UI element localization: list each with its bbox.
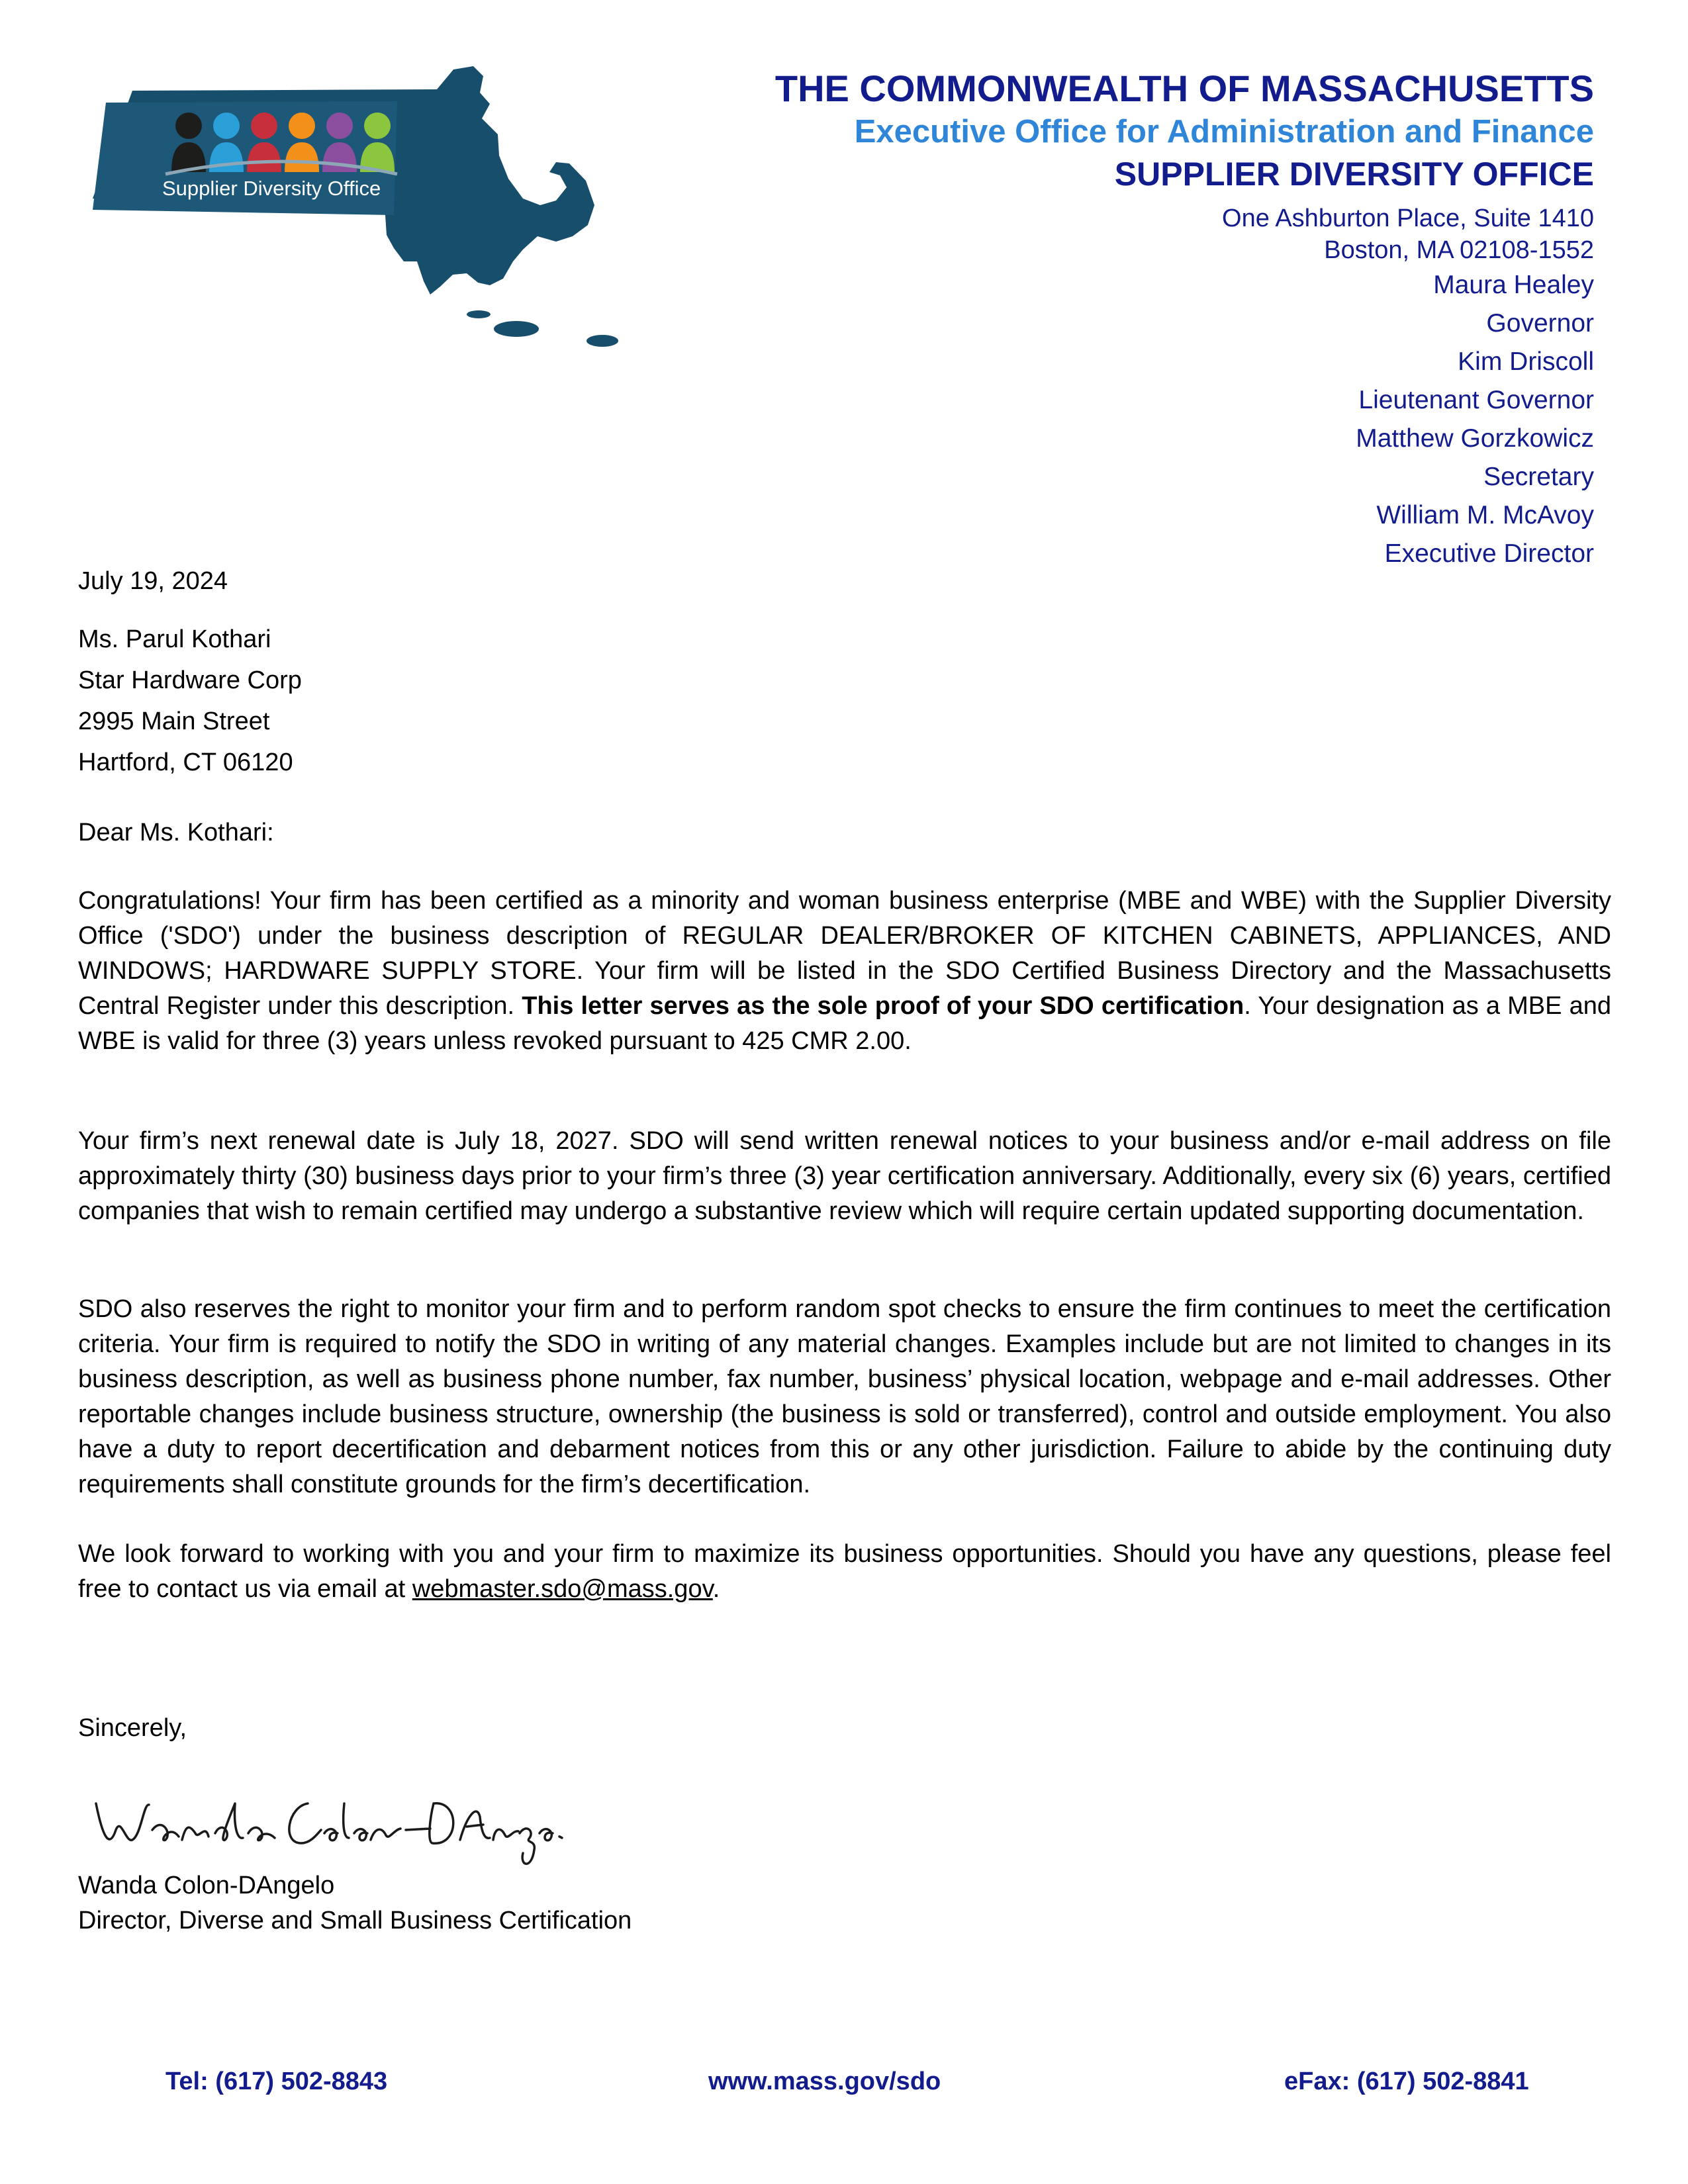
- paragraph-contact: [78, 1537, 1611, 1607]
- official-line: Lieutenant Governor: [1358, 386, 1594, 414]
- proof-statement: This letter serves as the sole proof of your SDO certification: [522, 992, 1244, 1020]
- letter-date: July 19, 2024: [78, 567, 228, 595]
- address-line-1: One Ashburton Place, Suite 1410: [1222, 205, 1594, 232]
- signer-name: Wanda Colon-DAngelo: [78, 1872, 335, 1899]
- office-title: SUPPLIER DIVERSITY OFFICE: [1114, 156, 1594, 193]
- person-head-icon: [213, 113, 240, 139]
- handwritten-signature: [89, 1777, 566, 1876]
- commonwealth-title: THE COMMONWEALTH OF MASSACHUSETTS: [774, 68, 1594, 109]
- official-line: Governor: [1486, 309, 1594, 338]
- executive-office-title: Executive Office for Administration and Finance: [854, 114, 1594, 150]
- person-head-icon: [251, 113, 277, 139]
- official-line: William M. McAvoy: [1376, 501, 1594, 529]
- footer-efax: eFax: (617) 502-8841: [1284, 2068, 1529, 2095]
- paragraph-text: We look forward to working with you and your firm to maximize its business opportunities. Should you have any questions, please feel free to contact us via email at: [78, 1540, 1611, 1603]
- signer-title: Director, Diverse and Small Business Certification: [78, 1907, 632, 1934]
- recipient-line: Hartford, CT 06120: [78, 749, 293, 776]
- paragraph-certification: [78, 884, 1611, 1059]
- letterhead: [775, 66, 1594, 573]
- paragraph-text: SDO also reserves the right to monitor your firm and to perform random spot checks to ensure the firm continues to meet the certification criteria. Your firm is required to notify the SDO in writing of any material changes. Examples include but are not limited to changes in its business description, as well as business phone number, fax number, business’ physical location, webpage and e-mail addresses. Other reportable changes include business structure, ownership (the business is sold or transferred), control and outside employment. You also have a duty to report decertification and debarment notices from this or any other jurisdiction. Failure to abide by the continuing duty requirements shall constitute grounds for the firm’s decertification.: [78, 1295, 1611, 1498]
- supplier-diversity-office-logo: [93, 63, 635, 357]
- official-line: Matthew Gorzkowicz: [1356, 424, 1594, 453]
- recipient-line: Star Hardware Corp: [78, 666, 302, 694]
- recipient-line: 2995 Main Street: [78, 707, 270, 735]
- paragraph-text: Congratulations! Your firm has been certified as a minority and woman business enterprise (MBE and WBE) with the Supplier Diversity Office ('SDO') under the business description of REGULAR DEALER/BROKER OF KITCHEN CABINETS, APPLIANCES, AND WINDOWS; HARDWARE SUPPLY STORE. Your firm will be listed in the SDO Certified Business Directory and the Massachusetts Central Register under this description.: [78, 887, 1611, 1020]
- closing: Sincerely,: [78, 1714, 187, 1742]
- paragraph-text: . Your designation as a MBE and WBE is valid for three (3) years unless revoked pursuant to 425 CMR 2.00.: [78, 992, 1611, 1055]
- office-address: [775, 203, 1594, 266]
- nantucket-island-icon: [586, 335, 618, 347]
- email-link[interactable]: webmaster.sdo@mass.gov: [412, 1575, 713, 1603]
- person-head-icon: [326, 113, 353, 139]
- person-head-icon: [364, 113, 391, 139]
- person-head-icon: [289, 113, 315, 139]
- paragraph-text: Your firm’s next renewal date is July 18, 2027. SDO will send written renewal notices to your business and/or e-mail address on file approximately thirty (30) business days prior to your firm’s three (3) year certification anniversary. Additionally, every six (6) years, certified companies that wish to remain certified may undergo a substantive review which will require certain updated supporting documentation.: [78, 1127, 1611, 1225]
- officials-list: [775, 266, 1594, 573]
- recipient-address: [78, 619, 302, 783]
- paragraph-renewal: [78, 1124, 1611, 1229]
- footer-telephone: Tel: (617) 502-8843: [165, 2068, 388, 2095]
- paragraph-text: .: [712, 1575, 720, 1603]
- official-line: Secretary: [1483, 463, 1594, 491]
- address-line-2: Boston, MA 02108-1552: [1324, 236, 1594, 264]
- footer-website[interactable]: www.mass.gov/sdo: [708, 2068, 941, 2095]
- elizabeth-islands-icon: [467, 310, 491, 318]
- official-line: Executive Director: [1384, 539, 1594, 568]
- paragraph-monitoring: [78, 1292, 1611, 1502]
- person-head-icon: [175, 113, 202, 139]
- marthas-vineyard-island-icon: [494, 321, 539, 337]
- salutation: Dear Ms. Kothari:: [78, 819, 274, 846]
- recipient-line: Ms. Parul Kothari: [78, 625, 271, 653]
- official-line: Maura Healey: [1433, 271, 1594, 299]
- official-line: Kim Driscoll: [1458, 347, 1594, 376]
- logo-label: Supplier Diversity Office: [162, 177, 381, 200]
